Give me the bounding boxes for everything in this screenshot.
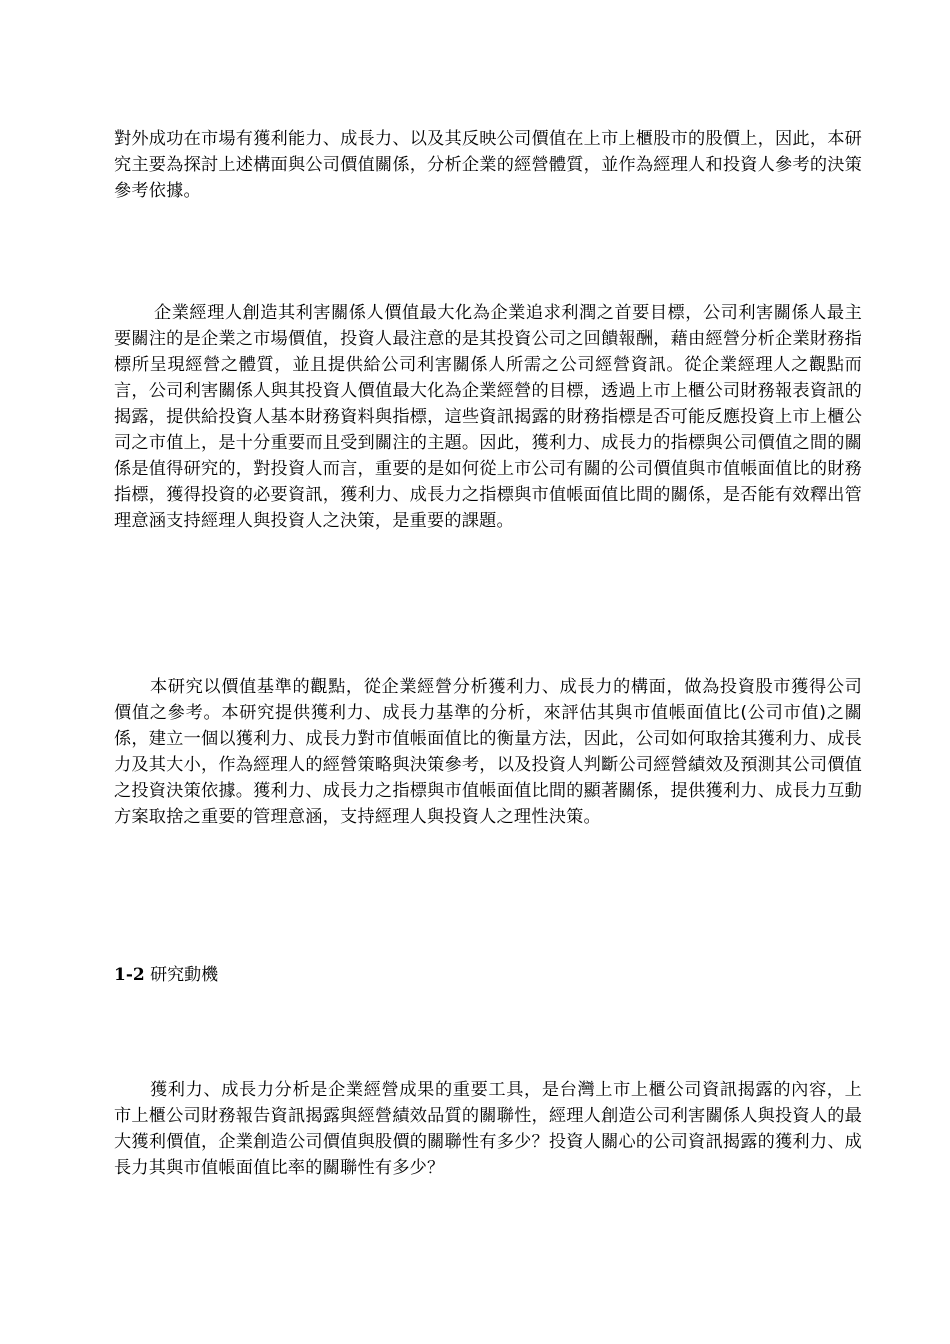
section-number: 1-2	[114, 965, 145, 985]
body-paragraph-4: 獲利力、成長力分析是企業經營成果的重要工具，是台灣上市上櫃公司資訊揭露的內容，上市上櫃公司財務報告資訊揭露與經營績效品質的關聯性，經理人創造公司利害關係人與投資人的最大獲利價值，企業創造公司價值與股價的關聯性有多少？投資人關心的公司資訊揭露的獲利力、成長力其與市值帳面值比率的關聯性有多少？	[114, 1080, 862, 1178]
body-paragraph-2: 企業經理人創造其利害關係人價值最大化為企業追求利潤之首要目標，公司利害關係人最主要關注的是企業之市場價值，投資人最注意的是其投資公司之回饋報酬，藉由經營分析企業財務指標所呈現經營之體質，並且提供給公司利害關係人所需之公司經營資訊。從企業經理人之觀點而言，公司利害關係人與其投資人價值最大化為企業經營的目標，透過上市上櫃公司財務報表資訊的揭露，提供給投資人基本財務資料與指標，這些資訊揭露的財務指標是否可能反應投資上市上櫃公司之市值上，是十分重要而且受到關注的主題。因此，獲利力、成長力的指標與公司價值之間的關係是值得研究的，對投資人而言，重要的是如何從上市公司有關的公司價值與市值帳面值比的財務指標，獲得投資的必要資訊，獲利力、成長力之指標與市值帳面值比間的關係，是否能有效釋出管理意涵支持經理人與投資人之決策，是重要的課題。	[114, 303, 862, 531]
section-title: 研究動機	[150, 965, 219, 985]
body-paragraph-1: 對外成功在市場有獲利能力、成長力、以及其反映公司價值在上市上櫃股市的股價上，因此，本研究主要為探討上述構面與公司價值關係，分析企業的經營體質，並作為經理人和投資人參考的決策參考依據。	[114, 129, 862, 201]
section-heading	[114, 962, 218, 988]
body-paragraph-3: 本研究以價值基準的觀點，從企業經營分析獲利力、成長力的構面，做為投資股市獲得公司價值之參考。本研究提供獲利力、成長力基準的分析，來評估其與市值帳面值比(公司市值)之關係，建立一個以獲利力、成長力對市值帳面值比的衡量方法，因此，公司如何取捨其獲利力、成長力及其大小，作為經理人的經營策略與決策參考，以及投資人判斷公司經營績效及預測其公司價值之投資決策依據。獲利力、成長力之指標與市值帳面值比間的顯著關係，提供獲利力、成長力互動方案取捨之重要的管理意涵，支持經理人與投資人之理性決策。	[114, 677, 862, 827]
